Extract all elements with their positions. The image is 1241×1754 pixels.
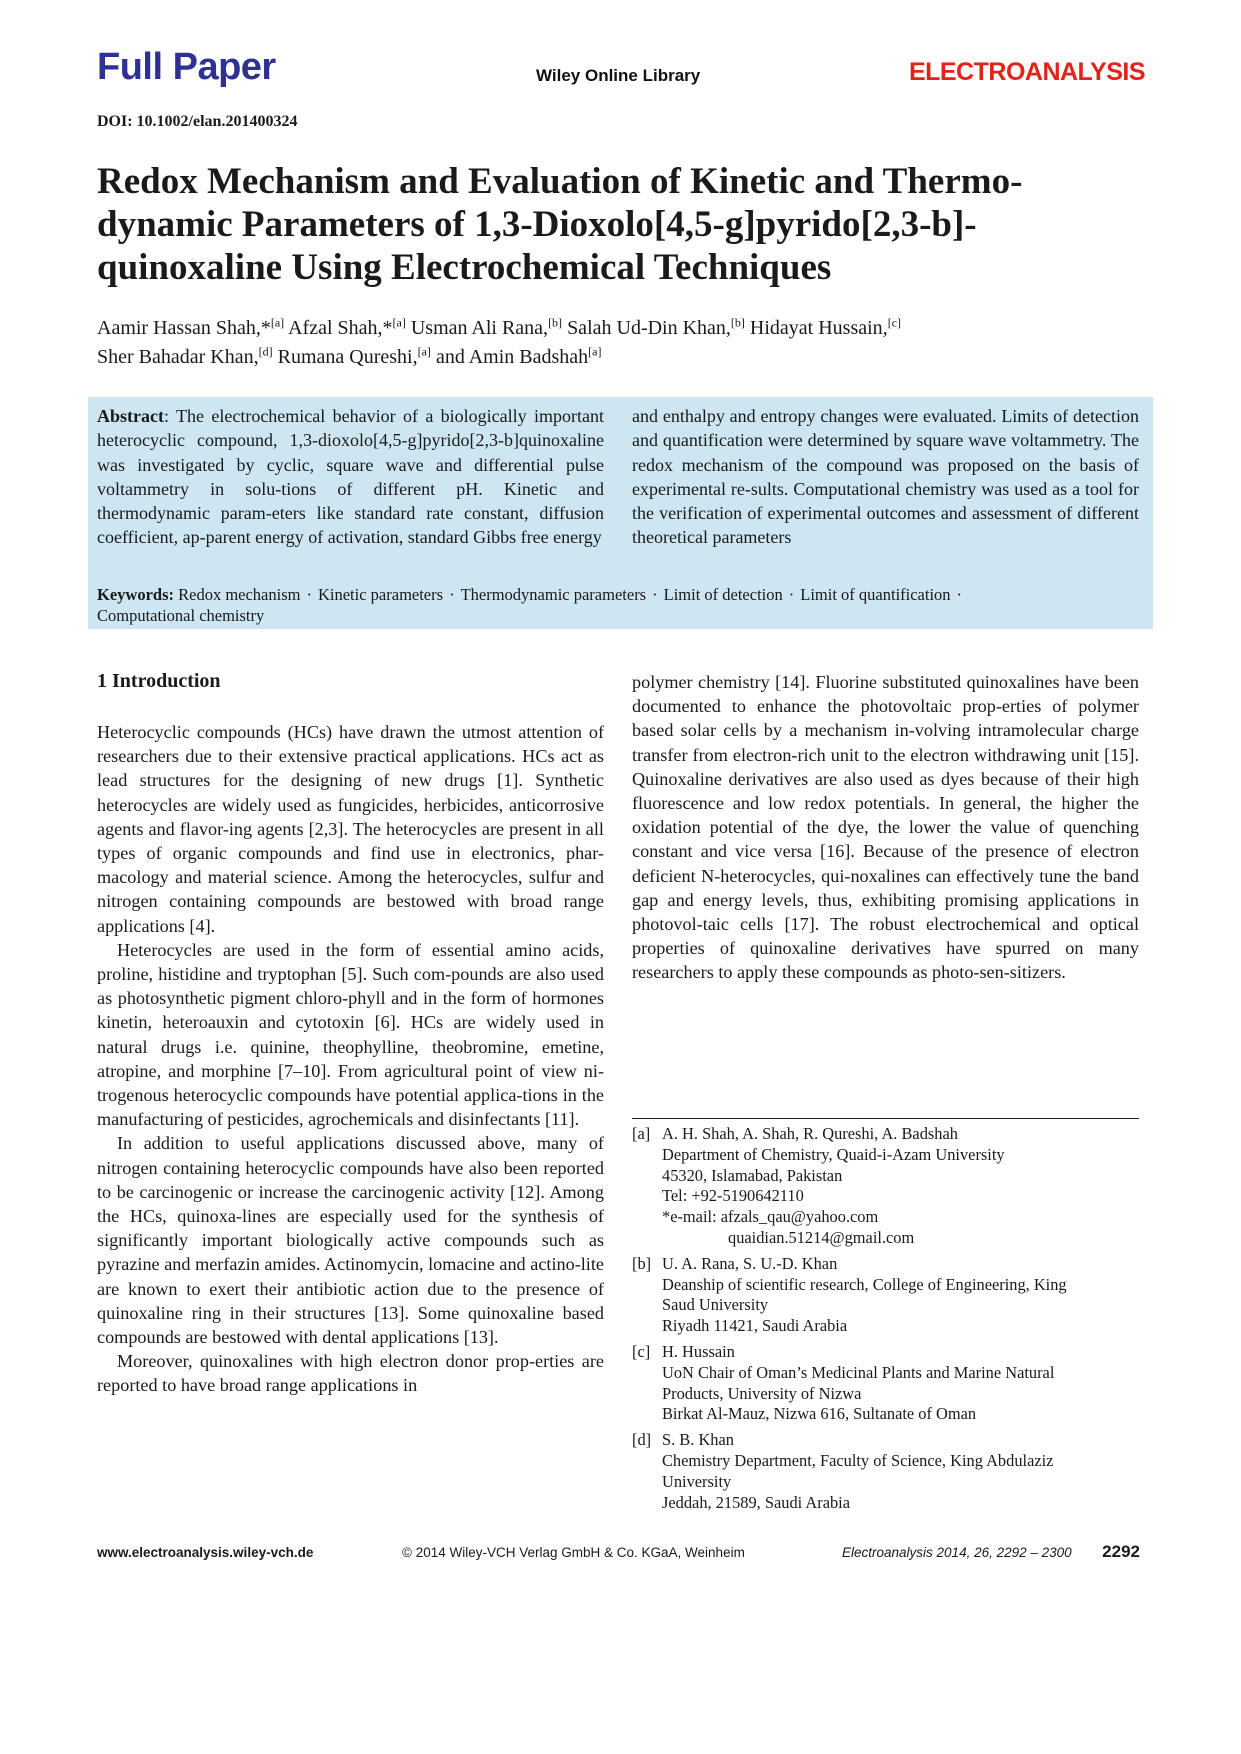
keyword: Redox mechanism [178, 585, 301, 604]
section-heading: 1 Introduction [97, 670, 221, 692]
body-column-right [632, 670, 1139, 985]
abstract-text: : The electrochemical behavior of a biologically important heterocyclic compound, 1,3-dioxolo[4,5-g]pyrido[2,3-b]quinoxaline was investigated by cyclic, square wave and differential pulse voltammetry in solu-tions of different pH. Kinetic and thermodynamic param-eters like standard rate constant, diffusion coefficient, ap-parent energy of activation, standard Gibbs free energy [97, 406, 604, 548]
keyword: Limit of detection [663, 585, 783, 604]
paragraph: Heterocycles are used in the form of essential amino acids, proline, histidine and tryptophan [5]. Such com-pounds are also used as photosynthetic pigment chloro-phyll and in the form of hormones kinetin, heteroauxin and cytotoxin [6]. HCs are widely used in natural drugs i.e. quinine, theophylline, theobromine, emetine, atropine, and morphine [7–10]. From agricultural point of view ni-trogenous heterocyclic compounds have potential applica-tions in the manufacturing of pesticides, agrochemicals and disinfectants [11]. [97, 939, 604, 1130]
paragraph: In addition to useful applications discussed above, many of nitrogen containing heterocyclic compounds have also been reported to be carcinogenic or increase the carcinogenic activity [12]. Among the HCs, quinoxa-lines are especially used for the synthesis of significantly important biologically active compounds such as pyrazine and merfazin amides. Actinomycin, lomacine and actino-lite are known to exert their antibiotic action due to the presence of quinoxaline ring in their structures [13]. Some quinoxaline based compounds are bestowed with dental applications [13]. [97, 1133, 604, 1348]
title-line: Redox Mechanism and Evaluation of Kinetic and Thermo- [97, 161, 1023, 202]
affiliation: [d] S. B. Khan Chemistry Department, Faculty of Science, King Abdulaziz University Jeddah, 21589, Saudi Arabia [632, 1430, 1054, 1512]
affiliation: [b] U. A. Rana, S. U.-D. Khan Deanship of scientific research, College of Engineering, King Saud University Riyadh 11421, Saudi Arabia [632, 1253, 1067, 1336]
section-label: Full Paper [97, 46, 276, 88]
author: Aamir Hassan Shah,*[a] [97, 315, 285, 339]
page-number: 2292 [1102, 1542, 1140, 1561]
library-link[interactable]: Wiley Online Library [536, 66, 701, 85]
page-footer [97, 1543, 1140, 1567]
author: Afzal Shah,*[a] [288, 315, 406, 339]
copyright: © 2014 Wiley-VCH Verlag GmbH & Co. KGaA, Weinheim [402, 1545, 745, 1560]
author: Salah Ud-Din Khan,[b] [567, 315, 745, 339]
title-line: dynamic Parameters of 1,3-Dioxolo[4,5-g]pyrido[2,3-b]- [97, 204, 977, 245]
author: and Amin Badshah[a] [435, 344, 602, 369]
author-list [97, 310, 1157, 369]
journal-logo: ELECTROANALYSIS [908, 58, 1145, 86]
author: Usman Ali Rana,[b] [410, 315, 563, 339]
keyword: Limit of quantification [800, 585, 951, 604]
email[interactable]: quaidian.51214@gmail.com [728, 1227, 915, 1247]
keywords: Keywords: Redox mechanism · Kinetic parameters · Thermodynamic parameters · Limit of detection · Limit of quantification · Computational chemistry [97, 585, 963, 625]
doi[interactable]: DOI: 10.1002/elan.201400324 [97, 113, 298, 130]
author: Rumana Qureshi,[a] [277, 344, 431, 369]
keyword: Computational chemistry [97, 606, 265, 625]
affiliation: [c] H. Hussain UoN Chair of Oman’s Medicinal Plants and Marine Natural Products, University of Nizwa Birkat Al-Mauz, Nizwa 616, Sultanate of Oman [632, 1341, 1055, 1424]
keyword: Thermodynamic parameters [460, 585, 647, 604]
keyword: Kinetic parameters [317, 585, 444, 604]
affiliations [632, 1124, 1142, 1518]
footnote-divider [632, 1118, 1139, 1119]
paper-title [97, 160, 1157, 289]
abstract-column-2: and enthalpy and entropy changes were evaluated. Limits of detection and quantification were determined by square wave voltammetry. The redox mechanism of the compound was proposed on the basis of experimental re-sults. Computational chemistry was used as a tool for the verification of experimental outcomes and assessment of different theoretical parameters [632, 406, 1139, 548]
author: Sher Bahadar Khan,[d] [97, 344, 273, 369]
email[interactable]: *e-mail: afzals_qau@yahoo.com [662, 1207, 879, 1227]
body-column-left [97, 720, 604, 1398]
paragraph: polymer chemistry [14]. Fluorine substituted quinoxalines have been documented to enhance the photovoltaic prop-erties of polymer based solar cells by a mechanism in-volving intramolecular charge transfer from electron-rich unit to the electron withdrawing unit [15]. Quinoxaline derivatives are also used as dyes because of their high fluorescence and low redox potentials. In general, the higher the oxidation potential of the dye, the lower the value of quenching constant and vice versa [16]. Because of the presence of electron deficient N-heterocycles, qui-noxalines can effectively tune the band gap and energy levels, thus, exhibiting promising applications in photovol-taic cells [17]. The robust electrochemical and optical properties of quinoxaline derivatives have spurred on many researchers to apply these compounds as photo-sen-sitizers. [632, 672, 1139, 983]
affiliation: [a] A. H. Shah, A. Shah, R. Qureshi, A. Badshah Department of Chemistry, Quaid-i-Azam University 45320, Islamabad, Pakistan Tel: +92-5190642110 *e-mail: afzals_qau@yahoo.com quaidian.51214@gmail.com [632, 1124, 1005, 1247]
journal-url[interactable]: www.electroanalysis.wiley-vch.de [97, 1545, 314, 1560]
paragraph: Moreover, quinoxalines with high electron donor prop-erties are reported to have broad range applications in [97, 1351, 604, 1396]
keywords-label: Keywords: [97, 585, 174, 604]
paragraph: Heterocyclic compounds (HCs) have drawn the utmost attention of researchers due to their extensive practical applications. HCs act as lead structures for the designing of new drugs [1]. Synthetic heterocycles are widely used as fungicides, herbicides, anticorrosive agents and flavor-ing agents [2,3]. The heterocycles are present in all types of organic compounds and find use in electronics, phar-macology and material science. Among the heterocycles, sulfur and nitrogen containing compounds are bestowed with broad range applications [4]. [97, 722, 604, 936]
journal-reference: Electroanalysis 2014, 26, 2292 – 2300 [842, 1545, 1072, 1560]
author: Hidayat Hussain,[c] [749, 315, 902, 339]
abstract-column-1 [97, 404, 604, 550]
abstract-label: Abstract [97, 406, 164, 426]
title-line: quinoxaline Using Electrochemical Techniques [97, 247, 832, 288]
